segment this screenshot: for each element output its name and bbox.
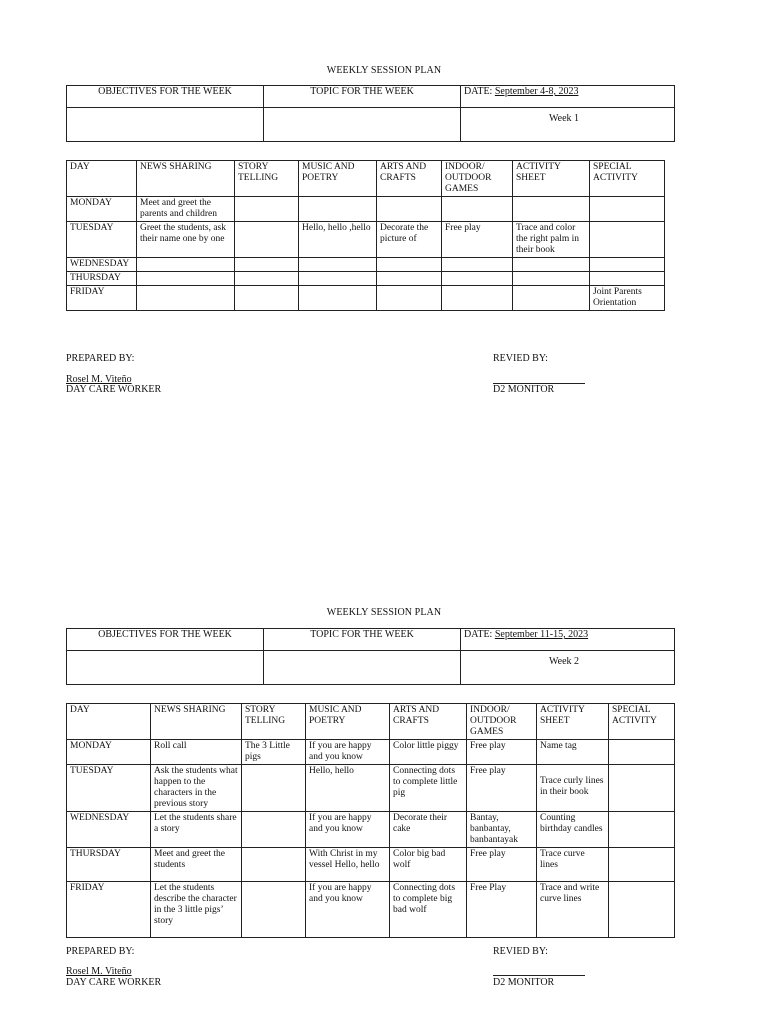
cell: WEDNESDAY — [67, 812, 151, 848]
cell — [242, 848, 306, 882]
reviewed-by-label: REVIED BY: — [493, 353, 548, 364]
cell: MONDAY — [67, 197, 137, 222]
cell — [242, 882, 306, 938]
date-label: DATE: — [464, 629, 493, 640]
cell — [590, 222, 665, 258]
cell — [242, 812, 306, 848]
cell: Free play — [442, 222, 513, 258]
header-news-sharing: NEWS SHARING — [151, 704, 242, 740]
cell: Trace curve lines — [537, 848, 609, 882]
cell — [609, 740, 675, 765]
schedule-table — [66, 160, 665, 311]
table-row — [67, 258, 665, 272]
cell: The 3 Little pigs — [242, 740, 306, 765]
topic-header: TOPIC FOR THE WEEK — [264, 86, 461, 108]
header-arts-crafts: ARTS AND CRAFTS — [390, 704, 467, 740]
cell — [513, 258, 590, 272]
cell — [513, 286, 590, 311]
cell: Free Play — [467, 882, 537, 938]
prepared-by-label: PREPARED BY: — [66, 353, 135, 364]
cell — [137, 286, 235, 311]
header-day: DAY — [67, 161, 137, 197]
cell — [137, 272, 235, 286]
cell: Free play — [467, 765, 537, 812]
header-news-sharing: NEWS SHARING — [137, 161, 235, 197]
cell: Trace curly lines in their book — [537, 765, 609, 812]
cell: WEDNESDAY — [67, 258, 137, 272]
objectives-header: OBJECTIVES FOR THE WEEK — [67, 86, 264, 108]
cell — [235, 286, 299, 311]
header-games: INDOOR/ OUTDOOR GAMES — [442, 161, 513, 197]
cell: Name tag — [537, 740, 609, 765]
cell — [590, 272, 665, 286]
cell: FRIDAY — [67, 882, 151, 938]
header-music-poetry: MUSIC AND POETRY — [306, 704, 390, 740]
cell: Free play — [467, 848, 537, 882]
table-row — [67, 197, 665, 222]
cell: THURSDAY — [67, 272, 137, 286]
cell — [442, 197, 513, 222]
cell — [609, 812, 675, 848]
objectives-header: OBJECTIVES FOR THE WEEK — [67, 629, 264, 651]
cell: Bantay, banbantay, banbantayak — [467, 812, 537, 848]
reviewer-role: D2 MONITOR — [493, 384, 555, 395]
cell: Decorate their cake — [390, 812, 467, 848]
cell — [590, 258, 665, 272]
plan-title: WEEKLY SESSION PLAN — [326, 607, 442, 618]
topic-cell — [264, 651, 461, 685]
cell — [137, 258, 235, 272]
topic-header: TOPIC FOR THE WEEK — [264, 629, 461, 651]
cell — [299, 286, 377, 311]
objectives-table — [66, 85, 675, 142]
cell — [299, 258, 377, 272]
cell — [609, 882, 675, 938]
cell — [609, 848, 675, 882]
cell — [442, 258, 513, 272]
cell — [590, 197, 665, 222]
prepared-name: Rosel M. Viteño — [66, 374, 132, 385]
cell — [242, 765, 306, 812]
cell — [377, 197, 442, 222]
prepared-by-label: PREPARED BY: — [66, 946, 135, 957]
schedule-header-row — [67, 161, 665, 197]
cell: Joint Parents Orientation — [590, 286, 665, 311]
cell: FRIDAY — [67, 286, 137, 311]
table-row — [67, 765, 675, 812]
cell: Greet the students, ask their name one by one — [137, 222, 235, 258]
cell: Color big bad wolf — [390, 848, 467, 882]
cell: Connecting dots to complete little pig — [390, 765, 467, 812]
table-row — [67, 812, 675, 848]
cell: Free play — [467, 740, 537, 765]
header-games: INDOOR/ OUTDOOR GAMES — [467, 704, 537, 740]
cell: Decorate the picture of — [377, 222, 442, 258]
cell: MONDAY — [67, 740, 151, 765]
table-row — [67, 222, 665, 258]
cell — [513, 272, 590, 286]
cell: THURSDAY — [67, 848, 151, 882]
cell — [442, 272, 513, 286]
header-special-activity: SPECIAL ACTIVITY — [609, 704, 675, 740]
cell: Hello, hello ,hello — [299, 222, 377, 258]
objectives-cell — [67, 651, 264, 685]
cell — [235, 258, 299, 272]
reviewed-by-label: REVIED BY: — [493, 946, 548, 957]
plan-title: WEEKLY SESSION PLAN — [326, 65, 442, 76]
table-row — [67, 272, 665, 286]
cell — [235, 272, 299, 286]
week-label: Week 1 — [461, 108, 675, 142]
signature-line — [493, 975, 585, 976]
table-row — [67, 848, 675, 882]
week-label: Week 2 — [461, 651, 675, 685]
cell — [513, 197, 590, 222]
table-row — [67, 740, 675, 765]
header-activity-sheet: ACTIVITY SHEET — [537, 704, 609, 740]
prepared-role: DAY CARE WORKER — [66, 977, 162, 988]
cell — [299, 272, 377, 286]
cell: Ask the students what happen to the characters in the previous story — [151, 765, 242, 812]
cell: With Christ in my vessel Hello, hello — [306, 848, 390, 882]
header-story-telling: STORY TELLING — [242, 704, 306, 740]
header-arts-crafts: ARTS AND CRAFTS — [377, 161, 442, 197]
cell: Counting birthday candles — [537, 812, 609, 848]
objectives-cell — [67, 108, 264, 142]
cell: If you are happy and you know — [306, 882, 390, 938]
date-label: DATE: — [464, 86, 493, 97]
cell: Let the students share a story — [151, 812, 242, 848]
table-row — [67, 286, 665, 311]
cell — [442, 286, 513, 311]
reviewer-role: D2 MONITOR — [493, 977, 555, 988]
date-value: September 11-15, 2023 — [494, 629, 589, 640]
cell: TUESDAY — [67, 765, 151, 812]
date-header — [461, 86, 675, 108]
cell — [235, 222, 299, 258]
cell: Roll call — [151, 740, 242, 765]
cell: Color little piggy — [390, 740, 467, 765]
prepared-role: DAY CARE WORKER — [66, 384, 162, 395]
header-music-poetry: MUSIC AND POETRY — [299, 161, 377, 197]
cell: If you are happy and you know — [306, 740, 390, 765]
topic-cell — [264, 108, 461, 142]
cell — [235, 197, 299, 222]
cell — [299, 197, 377, 222]
cell: Meet and greet the students — [151, 848, 242, 882]
cell — [609, 765, 675, 812]
schedule-header-row — [67, 704, 675, 740]
cell: Meet and greet the parents and children — [137, 197, 235, 222]
cell — [377, 258, 442, 272]
cell: Trace and write curve lines — [537, 882, 609, 938]
cell — [377, 286, 442, 311]
schedule-table — [66, 703, 675, 938]
header-story-telling: STORY TELLING — [235, 161, 299, 197]
table-row — [67, 882, 675, 938]
cell: If you are happy and you know — [306, 812, 390, 848]
cell: TUESDAY — [67, 222, 137, 258]
cell — [377, 272, 442, 286]
header-day: DAY — [67, 704, 151, 740]
cell: Trace and color the right palm in their book — [513, 222, 590, 258]
header-special-activity: SPECIAL ACTIVITY — [590, 161, 665, 197]
objectives-table — [66, 628, 675, 685]
cell: Hello, hello — [306, 765, 390, 812]
prepared-name: Rosel M. Viteño — [66, 966, 132, 977]
cell: Let the students describe the character in the 3 little pigs’ story — [151, 882, 242, 938]
date-header — [461, 629, 675, 651]
cell: Connecting dots to complete big bad wolf — [390, 882, 467, 938]
header-activity-sheet: ACTIVITY SHEET — [513, 161, 590, 197]
date-value: September 4-8, 2023 — [494, 86, 579, 97]
